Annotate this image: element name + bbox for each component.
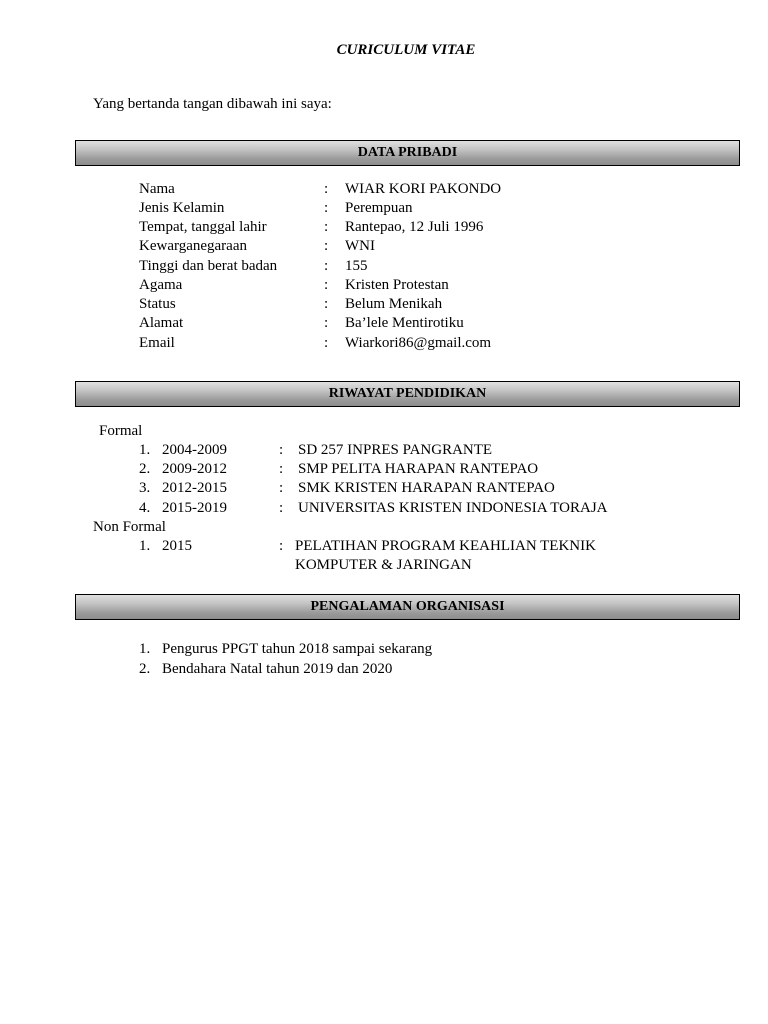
education-years: 2012-2015: [162, 480, 227, 496]
list-number: 3.: [139, 480, 151, 496]
field-separator: :: [324, 277, 329, 293]
field-label: Status: [139, 296, 176, 312]
field-value: Ba’lele Mentirotiku: [345, 315, 464, 331]
education-row: [0, 479, 768, 498]
nonformal-row: [0, 537, 768, 556]
field-value: Kristen Protestan: [345, 277, 449, 293]
field-separator: :: [279, 538, 284, 554]
field-value: WNI: [345, 238, 375, 254]
formal-label: Formal: [99, 423, 143, 439]
education-years: 2004-2009: [162, 442, 227, 458]
personal-row: [0, 199, 768, 218]
field-separator: :: [324, 296, 329, 312]
section-header-organization: PENGALAMAN ORGANISASI: [75, 594, 740, 620]
field-label: Kewarganegaraan: [139, 238, 247, 254]
organization-text: Bendahara Natal tahun 2019 dan 2020: [162, 661, 393, 677]
field-separator: :: [324, 181, 329, 197]
field-value: 155: [345, 258, 368, 274]
nonformal-label: Non Formal: [93, 519, 166, 535]
list-number: 4.: [139, 500, 151, 516]
field-label: Jenis Kelamin: [139, 200, 225, 216]
field-label: Email: [139, 335, 175, 351]
field-separator: :: [324, 335, 329, 351]
organization-item: [0, 660, 768, 679]
personal-row: [0, 334, 768, 353]
list-number: 1.: [139, 641, 151, 657]
education-school: SD 257 INPRES PANGRANTE: [298, 442, 493, 458]
field-label: Tempat, tanggal lahir: [139, 219, 267, 235]
personal-row: [0, 237, 768, 256]
personal-row: [0, 295, 768, 314]
list-number: 2.: [139, 461, 151, 477]
field-separator: :: [324, 219, 329, 235]
personal-row: [0, 314, 768, 333]
education-row: [0, 499, 768, 518]
personal-row: [0, 180, 768, 199]
personal-row: [0, 276, 768, 295]
document-title: CURICULUM VITAE: [336, 42, 476, 58]
education-years: 2015-2019: [162, 500, 227, 516]
organization-text: Pengurus PPGT tahun 2018 sampai sekarang: [162, 641, 433, 657]
field-label: Tinggi dan berat badan: [139, 258, 278, 274]
education-years: 2009-2012: [162, 461, 227, 477]
list-number: 2.: [139, 661, 151, 677]
field-separator: :: [324, 200, 329, 216]
field-value: WIAR KORI PAKONDO: [345, 181, 502, 197]
education-school: SMP PELITA HARAPAN RANTEPAO: [298, 461, 539, 477]
list-number: 1.: [139, 442, 151, 458]
email-value: Wiarkori86@gmail.com: [345, 335, 492, 351]
section-header-personal: DATA PRIBADI: [75, 140, 740, 166]
field-label: Alamat: [139, 315, 184, 331]
education-row: [0, 460, 768, 479]
field-separator: :: [324, 258, 329, 274]
field-label: Agama: [139, 277, 183, 293]
field-separator: :: [324, 315, 329, 331]
education-years: 2015: [162, 538, 192, 554]
personal-row: [0, 218, 768, 237]
field-separator: :: [279, 480, 284, 496]
field-label: Nama: [139, 181, 175, 197]
field-value: Belum Menikah: [345, 296, 443, 312]
field-separator: :: [279, 461, 284, 477]
education-school: UNIVERSITAS KRISTEN INDONESIA TORAJA: [298, 500, 608, 516]
training-name-line2: KOMPUTER & JARINGAN: [295, 557, 472, 573]
personal-row: [0, 257, 768, 276]
training-name-line1: PELATIHAN PROGRAM KEAHLIAN TEKNIK: [295, 538, 596, 554]
field-separator: :: [279, 442, 284, 458]
section-header-education: RIWAYAT PENDIDIKAN: [75, 381, 740, 407]
list-number: 1.: [139, 538, 151, 554]
education-row: [0, 441, 768, 460]
field-separator: :: [324, 238, 329, 254]
education-school: SMK KRISTEN HARAPAN RANTEPAO: [298, 480, 555, 496]
intro-text: Yang bertanda tangan dibawah ini saya:: [93, 96, 332, 112]
nonformal-row-continued: [0, 556, 768, 575]
field-separator: :: [279, 500, 284, 516]
field-value: Perempuan: [345, 200, 413, 216]
organization-item: [0, 640, 768, 659]
field-value: Rantepao, 12 Juli 1996: [345, 219, 484, 235]
